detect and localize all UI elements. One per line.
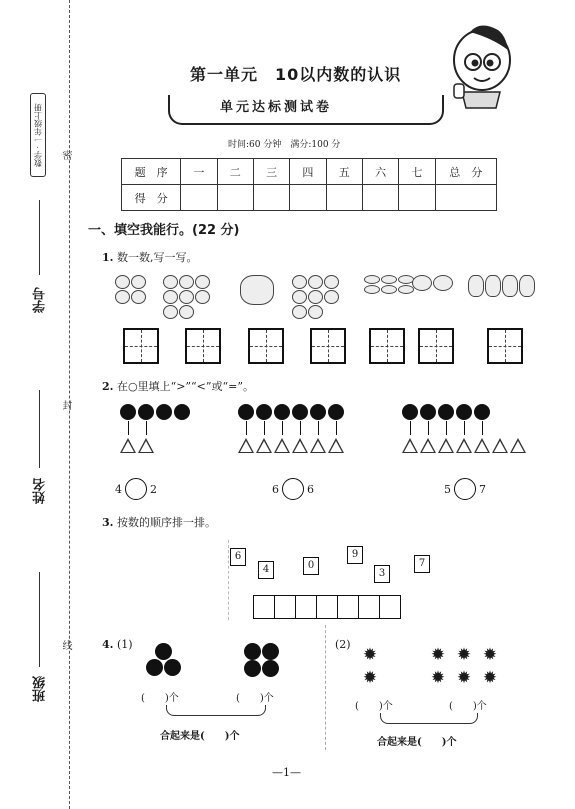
group-dot	[244, 660, 261, 677]
compare-left: 5	[444, 482, 451, 496]
number-card: 9	[347, 546, 363, 564]
score-cell[interactable]	[181, 185, 217, 211]
answer-box-pears[interactable]	[310, 328, 346, 364]
broccoli-picture	[240, 275, 280, 305]
connector-line	[246, 421, 247, 435]
subject-tag: 数学 · 一年级上册	[30, 93, 46, 177]
question-4-part-2	[335, 638, 351, 651]
seal-word-mi: 密	[60, 150, 71, 160]
table-cell: 得 分	[122, 185, 181, 211]
brace	[380, 713, 478, 724]
student-number-line[interactable]	[39, 200, 40, 275]
connector-line	[128, 421, 129, 435]
score-cell[interactable]	[399, 185, 435, 211]
carrots-picture	[468, 275, 540, 297]
question-2	[102, 378, 254, 394]
compare-circle[interactable]	[282, 478, 304, 500]
page-title: 第一单元 10以内数的认识	[190, 65, 402, 84]
sun-icon: ✹	[362, 668, 378, 688]
score-cell[interactable]	[253, 185, 289, 211]
connector-line	[446, 421, 447, 435]
number-card: 6	[230, 548, 246, 566]
connector-line	[428, 421, 429, 435]
sum-answer[interactable]: 合起来是( )个	[377, 737, 457, 748]
table-cell: 题 序	[122, 159, 181, 185]
part-label: (1)	[116, 638, 133, 651]
score-cell[interactable]	[217, 185, 253, 211]
name-label: 姓名	[33, 478, 48, 504]
group-dot	[155, 643, 172, 660]
mascot-icon	[440, 20, 518, 110]
compare-pair-1	[115, 478, 157, 500]
sun-icon: ✹	[456, 668, 472, 688]
dots-group-3	[402, 404, 490, 420]
order-cell[interactable]	[316, 595, 338, 619]
table-cell: 五	[326, 159, 362, 185]
bananas-picture	[364, 275, 414, 294]
divider-line	[325, 625, 326, 750]
sun-icon: ✹	[456, 645, 472, 665]
sun-icon: ✹	[482, 645, 498, 665]
triangles-group-1	[120, 438, 154, 453]
answer-box-melons[interactable]	[418, 328, 454, 364]
answer-box-broccoli[interactable]	[248, 328, 284, 364]
dots-group-1	[120, 404, 190, 420]
class-label: 班级	[33, 676, 48, 702]
sun-icon: ✹	[482, 668, 498, 688]
sum-answer[interactable]: 合起来是( )个	[160, 731, 240, 742]
group-dot	[164, 659, 181, 676]
compare-right: 7	[479, 482, 486, 496]
compare-left: 4	[115, 482, 122, 496]
order-cell[interactable]	[379, 595, 401, 619]
group-dot	[146, 659, 163, 676]
compare-right: 2	[150, 482, 157, 496]
compare-left: 6	[272, 482, 279, 496]
question-number: 3.	[102, 516, 114, 529]
student-number-label: 学号	[33, 287, 48, 313]
order-cell[interactable]	[253, 595, 275, 619]
pears-picture	[292, 275, 352, 319]
order-cell[interactable]	[295, 595, 317, 619]
triangles-group-2	[238, 438, 344, 453]
score-cell[interactable]	[290, 185, 326, 211]
question-text: 数一数,写一写。	[116, 251, 198, 264]
compare-circle[interactable]	[125, 478, 147, 500]
connector-line	[482, 421, 483, 435]
answer-box-strawberries[interactable]	[185, 328, 221, 364]
question-text: 按数的顺序排一排。	[116, 516, 216, 529]
question-text: 在○里填上“>”“<”或“=”。	[116, 380, 254, 393]
group-dot	[262, 643, 279, 660]
apples-picture	[115, 275, 161, 304]
table-cell: 一	[181, 159, 217, 185]
number-card: 4	[258, 561, 274, 579]
seal-word-xian: 线	[60, 640, 71, 650]
question-number: 4.	[102, 638, 114, 651]
connector-line	[410, 421, 411, 435]
question-number: 1.	[102, 251, 114, 264]
table-cell: 总 分	[435, 159, 496, 185]
section-heading: 一、填空我能行。(22 分)	[88, 223, 240, 238]
table-cell: 四	[290, 159, 326, 185]
question-4	[102, 638, 133, 651]
compare-pair-3	[444, 478, 486, 500]
table-cell: 六	[362, 159, 398, 185]
sun-icon: ✹	[430, 645, 446, 665]
connector-line	[464, 421, 465, 435]
seal-word-feng: 封	[60, 400, 71, 410]
table-cell: 二	[217, 159, 253, 185]
page-subtitle: 单元达标测试卷	[220, 100, 333, 115]
strawberries-picture	[163, 275, 223, 319]
blank-answer[interactable]: ( )个	[236, 693, 274, 704]
triangles-group-3	[402, 438, 526, 453]
table-cell: 七	[399, 159, 435, 185]
sun-icon: ✹	[430, 668, 446, 688]
time-info: 时间:60 分钟 满分:100 分	[228, 140, 341, 150]
answer-box-apples[interactable]	[123, 328, 159, 364]
score-table-header-row	[122, 159, 497, 185]
compare-right: 6	[307, 482, 314, 496]
score-table	[121, 158, 497, 211]
number-card: 3	[374, 565, 390, 583]
blank-answer[interactable]: ( )个	[449, 701, 487, 712]
sun-icon: ✹	[362, 645, 378, 665]
part-label: (2)	[335, 638, 351, 651]
order-answer-row	[254, 595, 401, 619]
connector-line	[146, 421, 147, 435]
group-dot	[262, 660, 279, 677]
connector-line	[336, 421, 337, 435]
compare-circle[interactable]	[454, 478, 476, 500]
connector-line	[318, 421, 319, 435]
number-card: 0	[303, 557, 319, 575]
order-cell[interactable]	[274, 595, 296, 619]
blank-answer[interactable]: ( )个	[141, 693, 179, 704]
melons-picture	[412, 275, 456, 291]
connector-line	[264, 421, 265, 435]
page-number: —1—	[272, 766, 301, 779]
compare-pair-2	[272, 478, 314, 500]
question-number: 2.	[102, 380, 114, 393]
question-1	[102, 249, 197, 265]
blank-answer[interactable]: ( )个	[355, 701, 393, 712]
order-cell[interactable]	[358, 595, 380, 619]
score-cell[interactable]	[435, 185, 496, 211]
table-cell: 三	[253, 159, 289, 185]
connector-line	[300, 421, 301, 435]
brace	[166, 705, 266, 716]
class-line[interactable]	[39, 572, 40, 667]
name-line[interactable]	[39, 390, 40, 468]
dots-group-2	[238, 404, 344, 420]
number-card: 7	[414, 555, 430, 573]
score-cell[interactable]	[326, 185, 362, 211]
answer-box-carrots[interactable]	[487, 328, 523, 364]
order-cell[interactable]	[337, 595, 359, 619]
score-cell[interactable]	[362, 185, 398, 211]
score-table-score-row	[122, 185, 497, 211]
question-3	[102, 514, 216, 530]
connector-line	[282, 421, 283, 435]
answer-box-bananas[interactable]	[369, 328, 405, 364]
group-dot	[244, 643, 261, 660]
